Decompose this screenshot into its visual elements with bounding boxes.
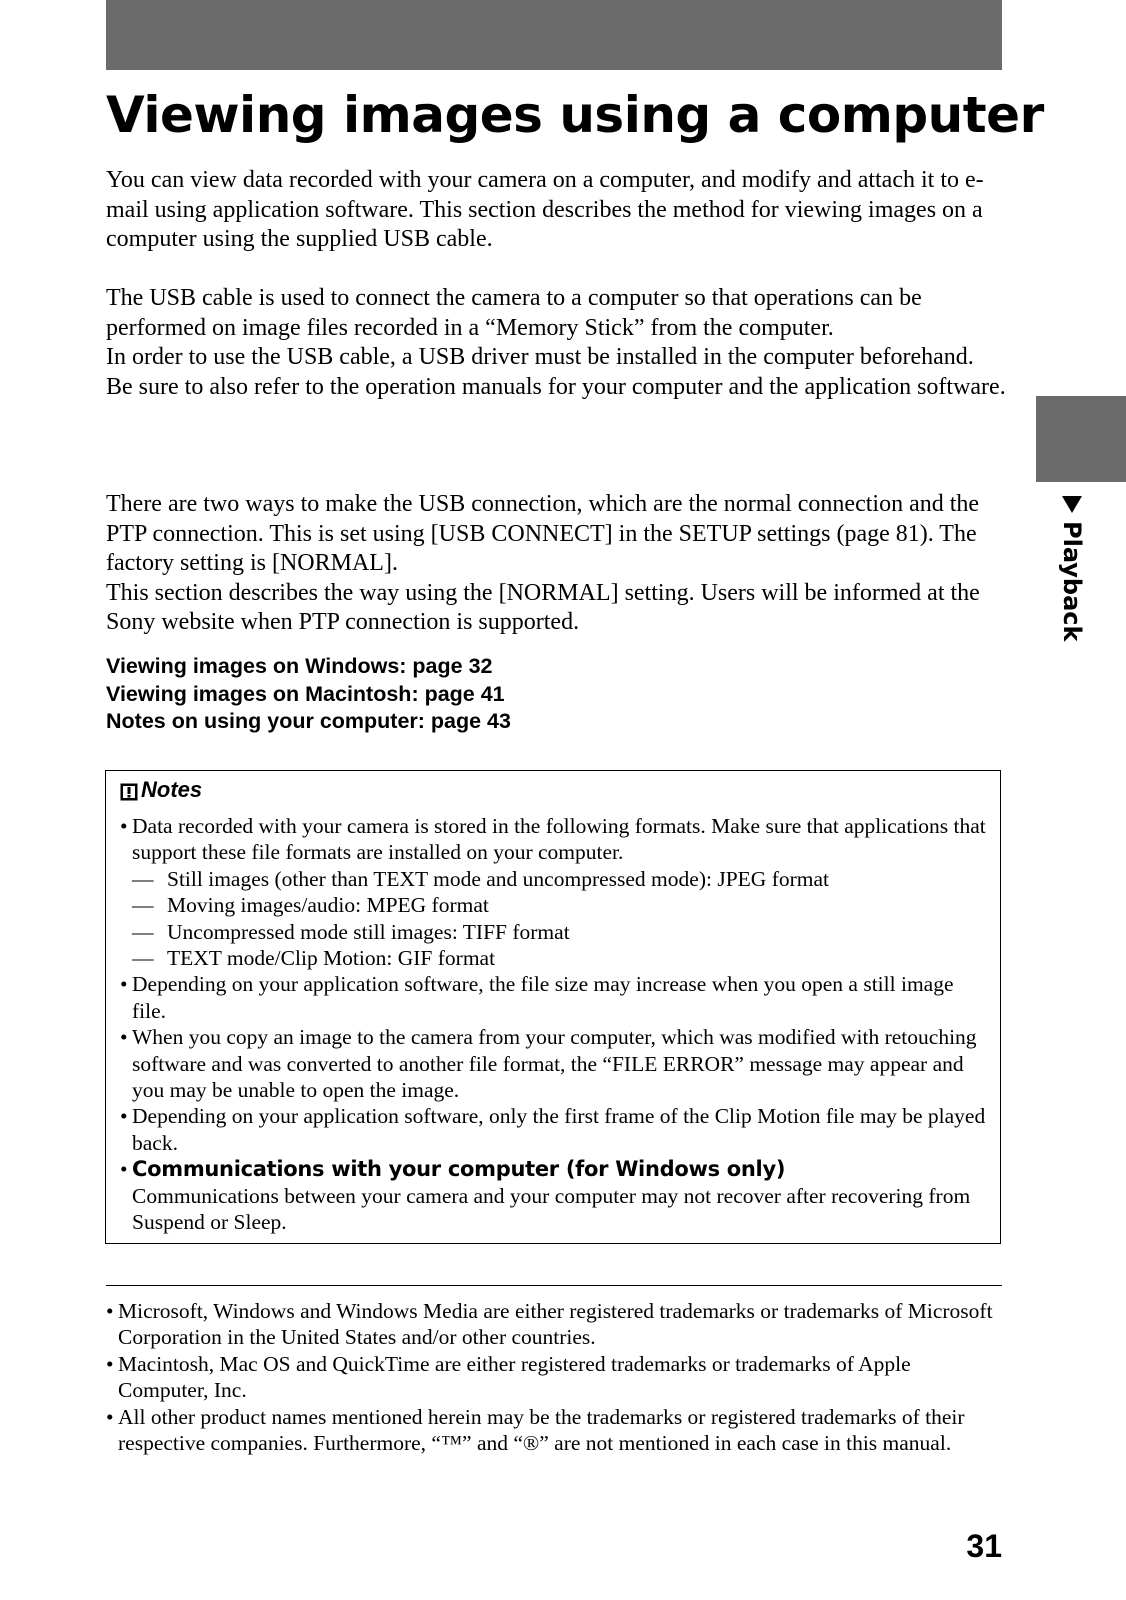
windows-page-link[interactable]: Viewing images on Windows: page 32 <box>106 654 493 678</box>
notes-icon <box>120 781 138 799</box>
connection-section <box>106 490 1006 638</box>
format-text: Still images (other than TEXT mode and uncompressed mode): JPEG format <box>167 866 829 891</box>
notes-heading-label: Notes <box>141 777 203 802</box>
format-text: Uncompressed mode still images: TIFF format <box>167 919 570 944</box>
trademark-text: All other product names mentioned herein may be the trademarks or registered trademarks of their respective companies. Furthermore, “™” and “®” are not mentioned in each case in this manual. <box>118 1404 965 1456</box>
note-text: Depending on your application software, the file size may increase when you open a still image file. <box>132 972 954 1023</box>
header-bar <box>106 0 1002 70</box>
dash-mark: — <box>132 946 154 971</box>
format-text: TEXT mode/Clip Motion: GIF format <box>167 946 496 971</box>
section-tab <box>1036 396 1126 482</box>
notes-heading <box>120 777 202 803</box>
manuals-paragraph: Be sure to also refer to the operation manuals for your computer and the application software. <box>106 373 1006 400</box>
usb-paragraph: The USB cable is used to connect the camera to a computer so that operations can be performed on image files recorded in a “Memory Stick” from the computer. <box>106 285 922 341</box>
trademark-text: Macintosh, Mac OS and QuickTime are either registered trademarks or trademarks of Apple Computer, Inc. <box>118 1351 911 1403</box>
bullet-mark: • <box>106 1299 114 1323</box>
intro-paragraph: You can view data recorded with your camera on a computer, and modify and attach it to e-mail using application software. This section describes the method for viewing images on a computer using the supplied USB cable. <box>106 167 984 252</box>
format-item <box>120 866 990 892</box>
communications-text: Communications between your camera and your computer may not recover after recovering from Suspend or Sleep. <box>132 1183 971 1235</box>
usb-section <box>106 284 1006 402</box>
normal-setting-paragraph: This section describes the way using the [NORMAL] setting. Users will be informed at the Sony website when PTP connection is supported. <box>106 579 980 635</box>
format-item <box>120 945 990 971</box>
format-item <box>120 919 990 945</box>
page-title: Viewing images using a computer <box>106 86 1044 144</box>
note-text: Depending on your application software, only the first frame of the Clip Motion file may be played back. <box>132 1104 986 1155</box>
bullet-mark: • <box>120 814 128 838</box>
driver-paragraph: In order to use the USB cable, a USB driver must be installed in the computer beforehand. <box>106 344 974 370</box>
bullet-mark: • <box>120 972 128 997</box>
triangle-down-icon <box>1062 496 1082 513</box>
note-item <box>120 971 990 1024</box>
dash-mark: — <box>132 866 154 891</box>
bullet-mark: • <box>106 1351 114 1376</box>
macintosh-page-link[interactable]: Viewing images on Macintosh: page 41 <box>106 681 505 706</box>
note-item <box>120 1103 990 1156</box>
dash-mark: — <box>132 893 154 918</box>
trademark-item <box>106 1404 1002 1457</box>
section-label <box>1058 496 1086 641</box>
page-references <box>106 653 806 736</box>
bullet-mark: • <box>120 1104 128 1129</box>
footnote-divider <box>106 1285 1002 1286</box>
page-number: 31 <box>966 1528 1002 1564</box>
trademark-item <box>106 1351 1002 1404</box>
bullet-mark: • <box>106 1404 114 1429</box>
notes-box <box>105 770 1001 1244</box>
trademark-item <box>106 1298 1002 1351</box>
section-label-text: Playback <box>1058 521 1086 642</box>
trademark-notices <box>106 1298 1002 1456</box>
notes-page-link[interactable]: Notes on using your computer: page 43 <box>106 709 511 733</box>
communications-heading: Communications with your computer (for Windows only) <box>132 1157 786 1182</box>
note-item <box>120 813 990 866</box>
trademark-text: Microsoft, Windows and Windows Media are either registered trademarks or trademarks of Microsoft Corporation in the United States and/or other countries. <box>118 1299 993 1350</box>
intro-section <box>106 166 1006 255</box>
bullet-mark: • <box>120 1157 128 1182</box>
connection-paragraph: There are two ways to make the USB connection, which are the normal connection and the PTP connection. This is set using [USB CONNECT] in the SETUP settings (page 81). The factory setting is [NORMAL]. <box>106 491 980 576</box>
format-text: Moving images/audio: MPEG format <box>167 893 489 918</box>
notes-list <box>120 813 990 1236</box>
note-text: When you copy an image to the camera from your computer, which was modified with retouching software and was converted to another file format, the “FILE ERROR” message may appear and you may be unable to open the image. <box>132 1025 977 1103</box>
bullet-mark: • <box>120 1025 128 1050</box>
dash-mark: — <box>132 919 154 944</box>
communications-note <box>120 1156 990 1235</box>
note-item <box>120 1024 990 1103</box>
note-text: Data recorded with your camera is stored in the following formats. Make sure that applications that support these file formats are installed on your computer. <box>132 814 986 865</box>
format-item <box>120 892 990 918</box>
